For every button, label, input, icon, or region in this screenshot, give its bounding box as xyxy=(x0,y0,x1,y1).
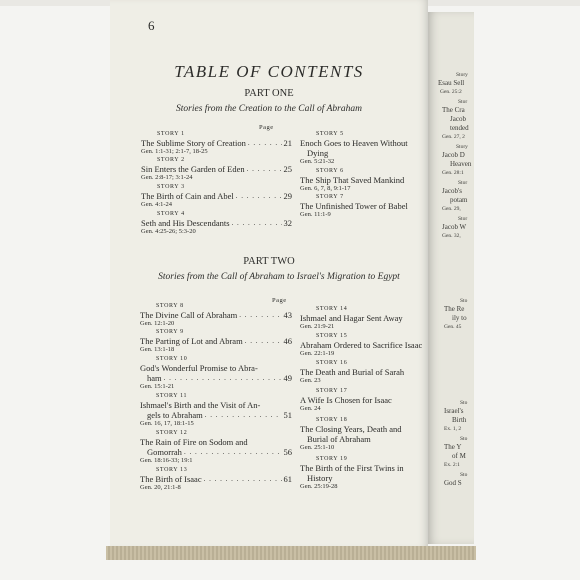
toc-entry xyxy=(140,467,292,492)
scripture-reference: Gen. 2:8-17; 3:1-24 xyxy=(141,174,193,181)
story-label: STORY 14 xyxy=(316,306,348,312)
story-title-cont: ham xyxy=(147,373,162,383)
story-label: STORY 19 xyxy=(316,456,348,462)
right-page-fragment: Birth xyxy=(452,416,467,424)
right-page-fragment: Story xyxy=(456,72,468,78)
toc-entry xyxy=(300,131,428,166)
story-page: 51 xyxy=(283,410,292,420)
story-title-cont: gels to Abraham xyxy=(147,410,203,420)
toc-entry xyxy=(300,417,428,452)
story-title-cont: Burial of Abraham xyxy=(307,434,371,444)
right-page-fragment: Esau Sell xyxy=(438,79,465,87)
right-page-fragment: Jacob W xyxy=(442,223,467,231)
right-page-fragment: The Y xyxy=(444,443,462,451)
story-title: Abraham Ordered to Sacrifice Isaac xyxy=(300,340,423,350)
story-title: The Ship That Saved Mankind xyxy=(300,175,405,185)
story-title: God's Wonderful Promise to Abra- xyxy=(140,363,258,373)
toc-entry xyxy=(141,211,292,236)
right-page-fragment: Ex. 2:1 xyxy=(444,462,460,468)
toc-entry xyxy=(140,356,292,391)
right-page-fragment: Stor xyxy=(458,180,468,186)
leader-dots xyxy=(239,310,281,320)
right-page-fragment: Ex. 1, 2 xyxy=(444,426,462,432)
scripture-reference: Gen. 23 xyxy=(300,377,321,384)
story-label: STORY 8 xyxy=(156,303,184,309)
right-page-fragment: Gen. 29, xyxy=(442,206,461,212)
story-title-cont: Dying xyxy=(307,148,329,158)
right-page-fragment: tended xyxy=(450,124,469,132)
story-label: STORY 17 xyxy=(316,388,348,394)
story-label: STORY 11 xyxy=(156,393,188,399)
scripture-reference: Gen. 6, 7, 8, 9:1-17 xyxy=(300,185,351,192)
story-page: 25 xyxy=(283,164,292,174)
right-page-fragment: The Cra xyxy=(442,106,465,114)
right-page-fragment: Sto xyxy=(460,298,468,304)
scripture-reference: Gen. 5:21-32 xyxy=(300,158,335,165)
story-label: STORY 3 xyxy=(157,184,185,190)
story-title: The Closing Years, Death and xyxy=(300,424,402,434)
story-label: STORY 7 xyxy=(316,194,344,200)
toc-entry xyxy=(300,456,428,491)
book-cover-edge xyxy=(106,546,476,560)
scripture-reference: Gen. 18:16-33; 19:1 xyxy=(140,457,193,464)
toc-entry xyxy=(140,393,292,428)
scripture-reference: Gen. 21:9-21 xyxy=(300,323,335,330)
right-page-fragment: Story xyxy=(456,144,468,150)
scripture-reference: Gen. 12:1-20 xyxy=(140,320,175,327)
story-page: 61 xyxy=(283,474,292,484)
right-page-fragment: Gen. 27, 2 xyxy=(442,134,465,140)
right-page-fragment: Jacob xyxy=(450,115,466,123)
scripture-reference: Gen. 24 xyxy=(300,405,321,412)
scripture-reference: Gen. 25:19-28 xyxy=(300,483,338,490)
part-one-heading: PART ONE xyxy=(244,88,294,99)
story-page: 21 xyxy=(283,138,292,148)
right-page-fragment: Sto xyxy=(460,400,468,406)
right-page-fragment: Gen. 45 xyxy=(444,324,462,330)
leader-dots xyxy=(248,138,282,148)
page-title: TABLE OF CONTENTS xyxy=(174,62,364,81)
right-page-fragment: Jacob's xyxy=(442,187,462,195)
leader-dots xyxy=(204,474,282,484)
story-title: Ishmael's Birth and the Visit of An- xyxy=(140,400,261,410)
story-page: 56 xyxy=(283,447,292,457)
leader-dots xyxy=(232,218,282,228)
toc-entry xyxy=(140,430,292,465)
right-page-fragment: The Re xyxy=(444,305,465,313)
toc-entry xyxy=(300,360,428,385)
story-title: Seth and His Descendants xyxy=(141,218,230,228)
scripture-reference: Gen. 4:25-26; 5:3-20 xyxy=(141,228,196,235)
scripture-reference: Gen. 22:1-19 xyxy=(300,350,335,357)
right-page-fragment: potam xyxy=(450,196,468,204)
right-page-fragment: Gen. 32, xyxy=(442,233,461,239)
right-page-fragment: Jacob D xyxy=(442,151,465,159)
story-title: The Rain of Fire on Sodom and xyxy=(140,437,248,447)
scripture-reference: Gen. 20, 21:1-8 xyxy=(140,484,181,491)
story-title-cont: Gomorrah xyxy=(147,447,182,457)
right-page-fragment: Israel's xyxy=(444,407,464,415)
story-label: STORY 10 xyxy=(156,356,188,362)
story-page: 49 xyxy=(283,373,292,383)
story-label: STORY 1 xyxy=(157,131,185,137)
story-label: STORY 13 xyxy=(156,467,188,473)
toc-entry xyxy=(140,303,292,328)
right-page-fragment: Stor xyxy=(458,216,468,222)
toc-entry xyxy=(141,157,292,182)
page-number: 6 xyxy=(148,18,155,33)
right-page-fragment: Heaven xyxy=(450,160,472,168)
story-label: STORY 6 xyxy=(316,168,344,174)
story-page: 46 xyxy=(283,336,292,346)
story-title: A Wife Is Chosen for Isaac xyxy=(300,395,392,405)
part-one-subtitle: Stories from the Creation to the Call of Abraham xyxy=(176,104,362,114)
right-page-fragment: God S xyxy=(444,479,462,487)
right-page-fragment: Gen. 28:1 xyxy=(442,170,464,176)
story-title: The Birth of the First Twins in xyxy=(300,463,404,473)
story-label: STORY 9 xyxy=(156,329,184,335)
story-page: 29 xyxy=(283,191,292,201)
story-title: The Birth of Isaac xyxy=(140,474,202,484)
toc-entry xyxy=(300,388,428,413)
story-label: STORY 18 xyxy=(316,417,348,423)
story-label: STORY 16 xyxy=(316,360,348,366)
right-page-fragment: ily to xyxy=(452,314,467,322)
right-page-fragment: Sto xyxy=(460,472,468,478)
scripture-reference: Gen. 16, 17, 18:1-15 xyxy=(140,420,194,427)
story-label: STORY 12 xyxy=(156,430,188,436)
scripture-reference: Gen. 1:1-31; 2:1-7, 18-25 xyxy=(141,148,208,155)
story-label: STORY 15 xyxy=(316,333,348,339)
scripture-reference: Gen. 4:1-24 xyxy=(141,201,173,208)
story-page: 32 xyxy=(283,218,292,228)
story-label: STORY 4 xyxy=(157,211,185,217)
scripture-reference: Gen. 13:1-18 xyxy=(140,346,175,353)
story-title: Ishmael and Hagar Sent Away xyxy=(300,313,403,323)
leader-dots xyxy=(236,191,282,201)
toc-entry xyxy=(140,329,292,354)
toc-entry xyxy=(300,306,428,331)
leader-dots xyxy=(245,336,282,346)
toc-entry xyxy=(141,131,292,156)
page-column-label: Page xyxy=(272,297,287,304)
part-two-heading: PART TWO xyxy=(243,256,295,267)
leader-dots xyxy=(247,164,282,174)
toc-entry xyxy=(141,184,292,209)
toc-entry xyxy=(300,168,428,193)
story-title: The Death and Burial of Sarah xyxy=(300,367,405,377)
right-page-fragment: Stor xyxy=(458,99,468,105)
story-label: STORY 2 xyxy=(157,157,185,163)
story-title: The Unfinished Tower of Babel xyxy=(300,201,408,211)
page-column-label: Page xyxy=(259,124,274,131)
story-label: STORY 5 xyxy=(316,131,344,137)
leader-dots xyxy=(184,447,282,457)
story-title: The Sublime Story of Creation xyxy=(141,138,246,148)
right-page-fragment: Sto xyxy=(460,436,468,442)
part-two-subtitle: Stories from the Call of Abraham to Israel's Migration to Egypt xyxy=(158,272,400,282)
story-title: The Birth of Cain and Abel xyxy=(141,191,234,201)
story-page: 43 xyxy=(283,310,292,320)
right-page-fragment: Gen. 25:2 xyxy=(440,89,462,95)
scripture-reference: Gen. 11:1-9 xyxy=(300,211,331,218)
story-title: The Parting of Lot and Abram xyxy=(140,336,243,346)
story-title-cont: History xyxy=(307,473,333,483)
story-title: The Divine Call of Abraham xyxy=(140,310,238,320)
toc-entry xyxy=(300,333,428,358)
leader-dots xyxy=(205,410,282,420)
scripture-reference: Gen. 15:1-21 xyxy=(140,383,175,390)
scripture-reference: Gen. 25:1-10 xyxy=(300,444,335,451)
story-title: Enoch Goes to Heaven Without xyxy=(300,138,408,148)
leader-dots xyxy=(164,373,282,383)
toc-entry xyxy=(300,194,428,219)
right-page-fragment: of M xyxy=(452,452,466,460)
story-title: Sin Enters the Garden of Eden xyxy=(141,164,245,174)
